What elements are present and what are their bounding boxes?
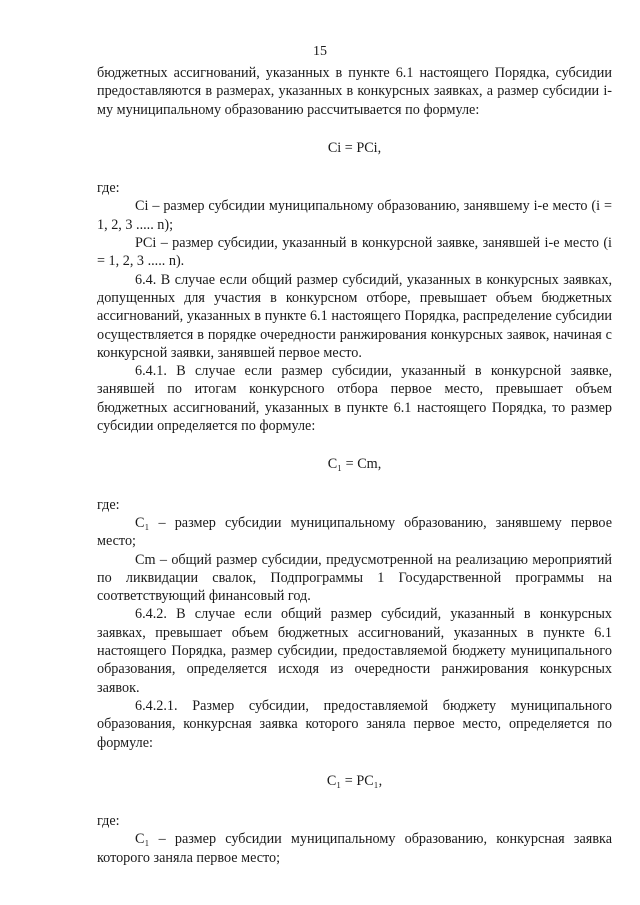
where-label: где: (97, 813, 120, 830)
formula-c1-cm: C₁ = Cm, (327, 456, 382, 473)
definition-cm: Cm – общий размер субсидии, предусмотренной на реализацию мероприятий по ликвидации свалок, Подпрограммы 1 Государственной программы на соответствующий финансовый год. (97, 551, 612, 605)
clause-6-4-2-1: 6.4.2.1. Размер субсидии, предоставляемой бюджету муниципального образования, конкурсная заявка которого заняла первое место, определяется по формуле: (97, 697, 612, 751)
where-label: где: (97, 180, 120, 197)
definition-ci: Ci – размер субсидии муниципальному образованию, занявшему i-е место (i = 1, 2, 3 ..... n); (97, 198, 612, 233)
definition-c1-first-place: C₁ – размер субсидии муниципальному образованию, конкурсная заявка которого заняла первое место; (97, 831, 612, 866)
where-label: где: (97, 496, 120, 513)
paragraph-intro: бюджетных ассигнований, указанных в пункте 6.1 настоящего Порядка, субсидии предоставляются в размерах, указанных в конкурсных заявках, а размер субсидии i-му муниципальному образованию рассчитывается по формуле: (97, 65, 612, 118)
definition-pci: PCi – размер субсидии, указанный в конкурсной заявке, занявшей i-е место (i = 1, 2, 3 ..... n). (97, 235, 612, 270)
page-number: 15 (313, 44, 327, 59)
document-body (97, 64, 612, 867)
definition-c1: C₁ – размер субсидии муниципальному образованию, занявшему первое место; (97, 514, 612, 550)
formula-ci: Ci = PCi, (327, 139, 382, 156)
clause-6-4: 6.4. В случае если общий размер субсидий, указанных в конкурсных заявках, допущенных для участия в конкурсном отборе, превышает объем бюджетных ассигнований, указанных в пункте 6.1 настоящего Порядка, распределение субсидии осуществляется в порядке очередности ранжирования конкурсных заявок, начиная с конкурсной заявки, занявшей первое место. (97, 271, 612, 361)
clause-6-4-1: 6.4.1. В случае если размер субсидии, указанный в конкурсной заявке, занявшей по итогам конкурсного отбора первое место, превышает объем бюджетных ассигнований, указанных в пункте 6.1 настоящего Порядка, то размер субсидии определяется по формуле: (97, 363, 612, 435)
formula-c1-pc1: C₁ = PC₁, (326, 772, 383, 789)
clause-6-4-2: 6.4.2. В случае если общий размер субсидий, указанный в конкурсных заявках, превышает объем бюджетных ассигнований, указанных в пункте 6.1 настоящего Порядка, размер субсидии, предоставляемой бюджету муниципального образования, определяется исходя из очередности ранжирования конкурсных заявок. (97, 606, 612, 696)
